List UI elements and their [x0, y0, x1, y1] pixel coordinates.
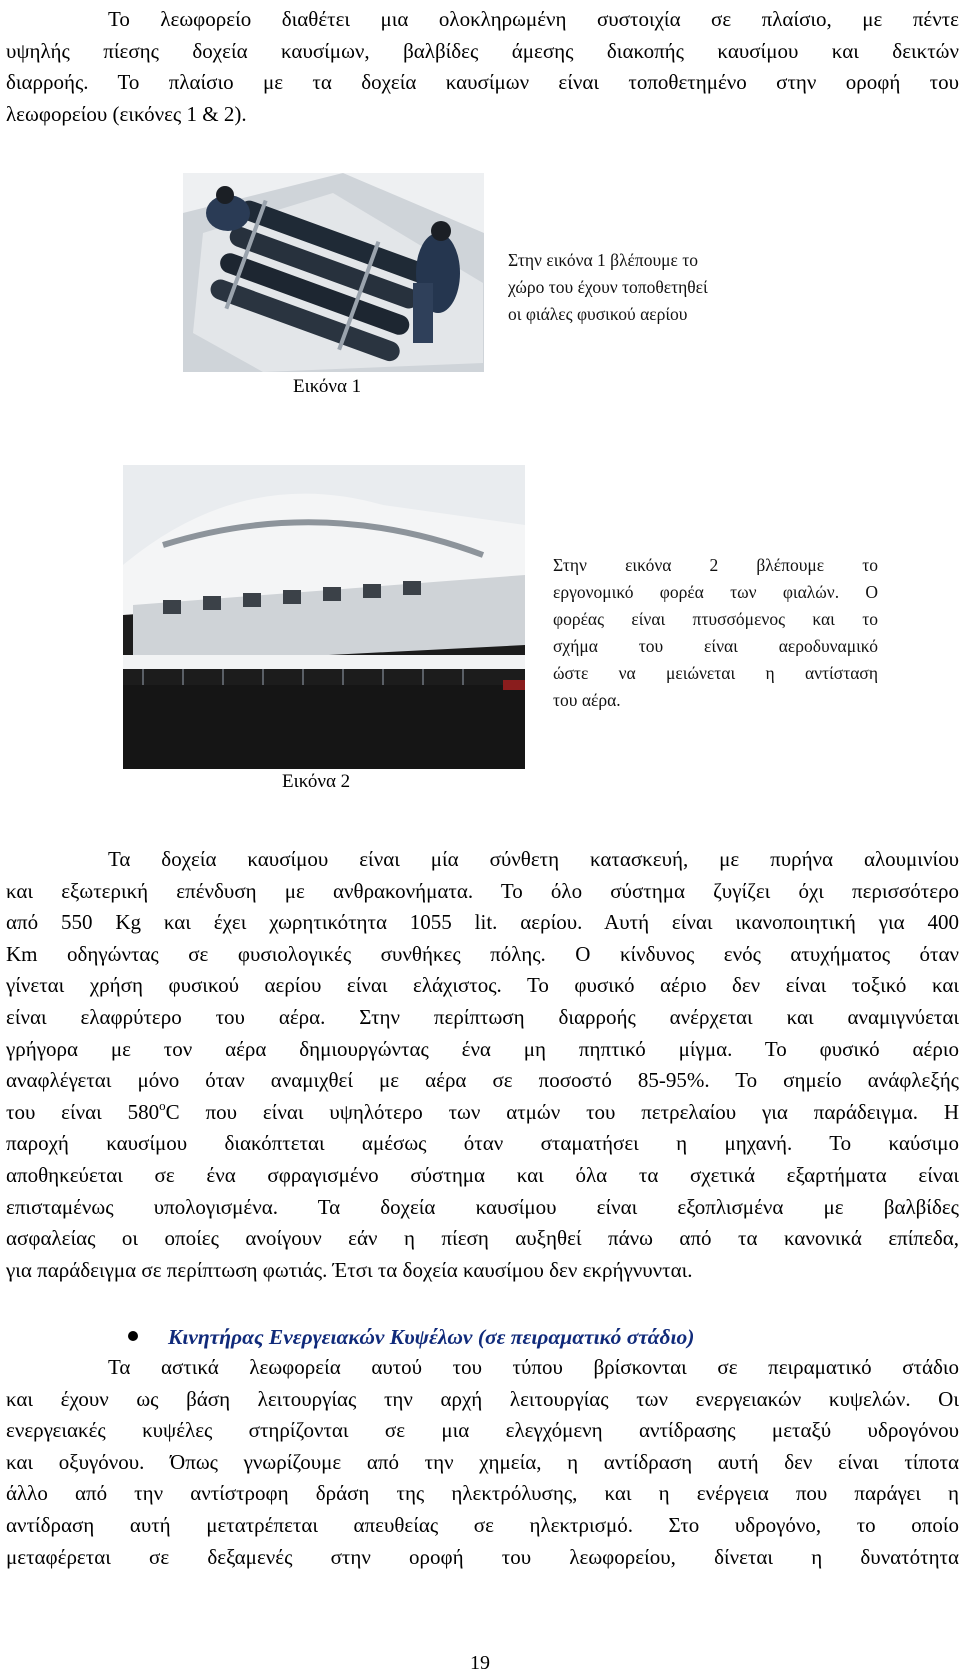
figure2-label: Εικόνα 2 [282, 771, 351, 792]
body-line: είναι ελαφρύτερο του αέρα. Στην περίπτωση διαρροής ανέρχεται και αναμιγνύεται [6, 1004, 959, 1029]
caption-line: ώστε να μειώνεται η αντίσταση [553, 663, 878, 683]
section-line: Τα αστικά λεωφορεία αυτού του τύπου βρίσκονται σε πειραματικό στάδιο [108, 1355, 959, 1379]
caption-line: Στην εικόνα 2 βλέπουμε το [553, 555, 878, 575]
bullet-icon [128, 1331, 138, 1341]
intro-line: υψηλής πίεσης δοχεία καυσίμων, βαλβίδες άμεσης διακοπής καυσίμου και δεικτών [6, 38, 959, 63]
caption-line: σχήμα του είναι αεροδυναμικό [553, 636, 878, 656]
body-line: από 550 Kg και έχει χωρητικότητα 1055 lit. αερίου. Αυτή είναι ικανοποιητική για 400 [6, 910, 959, 935]
body-line: επισταμένως υπολογισμένα. Τα δοχεία καυσίμου είναι εξοπλισμένα με βαλβίδες [6, 1194, 959, 1219]
body-line: Km οδηγώντας σε φυσιολογικές συνθήκες πόλης. Ο κίνδυνος ενός ατυχήματος όταν [6, 941, 959, 966]
body-line: παροχή καυσίμου διακόπτεται αμέσως όταν σταματήσει η μηχανή. Το καύσιμο [6, 1131, 959, 1156]
body-line: Τα δοχεία καυσίμου είναι μία σύνθετη κατασκευή, με πυρήνα αλουμινίου [108, 847, 959, 871]
figure2-photo [123, 465, 525, 769]
intro-line: λεωφορείου (εικόνες 1 & 2). [6, 101, 247, 126]
body-line: ασφαλείας οι οποίες ανοίγουν εάν η πίεση αυξηθεί πάνω από τα κανονικά επίπεδα, [6, 1226, 959, 1251]
caption-line: του αέρα. [553, 690, 621, 710]
section-line: μεταφέρεται σε δεξαμενές στην οροφή του λεωφορείου, δίνεται η δυνατότητα [6, 1544, 959, 1569]
section-line: αντίδραση αυτή μετατρέπεται απευθείας σε ηλεκτρισμό. Στο υδρογόνο, το οποίο [6, 1512, 959, 1537]
figure1-label: Εικόνα 1 [293, 376, 362, 397]
body-line: για παράδειγμα σε περίπτωση φωτιάς. Έτσι τα δοχεία καυσίμου δεν εκρήγνυνται. [6, 1257, 693, 1282]
figure1-photo [183, 173, 484, 372]
body-line: γίνεται χρήση φυσικού αερίου είναι ελάχιστος. Το φυσικό αέριο δεν είναι τοξικό και [6, 973, 959, 998]
section-paragraph [6, 1352, 959, 1573]
body-paragraph [6, 844, 959, 1286]
section-line: και οξυγόνου. Όπως γνωρίζουμε από την χημεία, η αντίδραση αυτή δεν είναι τίποτα [6, 1449, 959, 1474]
caption-line: Στην εικόνα 1 βλέπουμε το [508, 250, 699, 270]
body-line: αποθηκεύεται σε ένα σφραγισμένο σύστημα και όλα τα σχετικά εξαρτήματα είναι [6, 1162, 959, 1187]
section-heading: Κινητήρας Ενεργειακών Κυψέλων (σε πειραματικό στάδιο) [128, 1323, 694, 1351]
section-line: άλλο από την αντίστροφη δράση της ηλεκτρόλυσης, και η ενέργεια που παράγει η [6, 1481, 959, 1506]
body-line: γρήγορα με τον αέρα δημιουργώντας ένα μη πηπτικό μίγμα. Το φυσικό αέριο [6, 1036, 959, 1061]
figure2-caption [553, 552, 878, 714]
caption-line: φορέας είναι πτυσσόμενος και το [553, 609, 878, 629]
body-line: και εξωτερική επένδυση με ανθρακονήματα. Το όλο σύστημα ζυγίζει όχι περισσότερο [6, 878, 959, 903]
body-line: του είναι 580$^o$C που είναι υψηλότερο των ατμών του πετρελαίου για παράδειγμα. Η [6, 1097, 960, 1124]
degree-superscript: o [159, 1097, 166, 1113]
section-line: και έχουν ως βάση λειτουργίας την αρχή λειτουργίας των ενεργειακών κυψελών. Οι [6, 1386, 959, 1411]
caption-line: εργονομικό φορέα των φιαλών. Ο [553, 582, 878, 602]
intro-line: Το λεωφορείο διαθέτει μια ολοκληρωμένη συστοιχία σε πλαίσιο, με πέντε [108, 7, 959, 31]
section-line: ενεργειακές κυψέλες στηρίζονται σε μια ελεγχόμενη αντίδρασης μεταξύ υδρογόνου [6, 1418, 959, 1443]
intro-paragraph [6, 4, 959, 130]
figure1-caption [508, 247, 798, 328]
page-number: 19 [470, 1652, 490, 1674]
body-line: αναφλέγεται μόνο όταν αναμιχθεί με αέρα σε ποσοστό 85-95%. Το σημείο ανάφλεξής [6, 1068, 959, 1093]
caption-line: χώρο του έχουν τοποθετηθεί [508, 277, 708, 297]
caption-line: οι φιάλες φυσικού αερίου [508, 304, 688, 324]
intro-line: διαρροής. Το πλαίσιο με τα δοχεία καυσίμων είναι τοποθετημένο στην οροφή του [6, 70, 959, 95]
